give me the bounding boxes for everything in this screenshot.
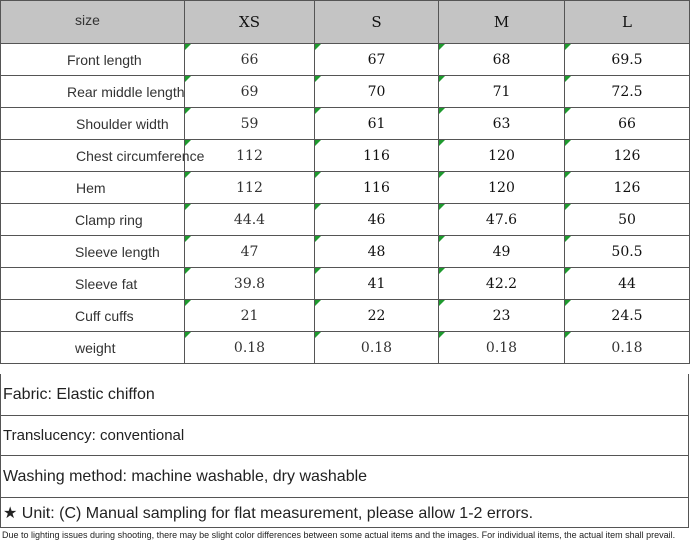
row-label: Sleeve fat — [1, 268, 185, 300]
table-cell: 66 — [185, 44, 315, 76]
table-row — [1, 140, 690, 172]
row-label: Hem — [1, 172, 185, 204]
washing-note: Washing method: machine washable, dry washable — [0, 456, 689, 498]
table-row — [1, 44, 690, 76]
table-cell: 116 — [315, 172, 439, 204]
row-label: weight — [1, 332, 185, 364]
table-cell: 63 — [439, 108, 565, 140]
table-cell: 46 — [315, 204, 439, 236]
header-m: M — [439, 1, 565, 44]
table-cell: 70 — [315, 76, 439, 108]
table-cell: 0.18 — [565, 332, 690, 364]
table-cell: 120 — [439, 172, 565, 204]
table-cell: 61 — [315, 108, 439, 140]
table-cell: 66 — [565, 108, 690, 140]
table-cell: 49 — [439, 236, 565, 268]
table-cell: 47.6 — [439, 204, 565, 236]
table-cell: 22 — [315, 300, 439, 332]
table-row — [1, 76, 690, 108]
table-cell: 112 — [185, 172, 315, 204]
row-label: Rear middle length — [1, 76, 185, 108]
row-label: Sleeve length — [1, 236, 185, 268]
table-cell: 112 — [185, 140, 315, 172]
table-cell: 50 — [565, 204, 690, 236]
row-label: Clamp ring — [1, 204, 185, 236]
row-label: Front length — [1, 44, 185, 76]
table-row — [1, 108, 690, 140]
table-row — [1, 236, 690, 268]
table-cell: 126 — [565, 172, 690, 204]
table-cell: 72.5 — [565, 76, 690, 108]
header-size: size — [1, 1, 185, 44]
table-row — [1, 268, 690, 300]
table-cell: 47 — [185, 236, 315, 268]
table-cell: 44.4 — [185, 204, 315, 236]
table-cell: 39.8 — [185, 268, 315, 300]
table-cell: 50.5 — [565, 236, 690, 268]
table-cell: 23 — [439, 300, 565, 332]
table-cell: 0.18 — [315, 332, 439, 364]
table-cell: 24.5 — [565, 300, 690, 332]
table-cell: 67 — [315, 44, 439, 76]
table-cell: 41 — [315, 268, 439, 300]
row-label: Chest circumference — [1, 140, 185, 172]
table-cell: 126 — [565, 140, 690, 172]
translucency-note: Translucency: conventional — [0, 416, 689, 456]
header-xs: XS — [185, 1, 315, 44]
table-cell: 69 — [185, 76, 315, 108]
table-cell: 0.18 — [185, 332, 315, 364]
header-s: S — [315, 1, 439, 44]
table-cell: 44 — [565, 268, 690, 300]
table-row — [1, 332, 690, 364]
table-cell: 48 — [315, 236, 439, 268]
header-row — [1, 1, 690, 44]
table-cell: 116 — [315, 140, 439, 172]
row-label: Cuff cuffs — [1, 300, 185, 332]
table-cell: 68 — [439, 44, 565, 76]
table-cell: 69.5 — [565, 44, 690, 76]
header-l: L — [565, 1, 690, 44]
table-row — [1, 172, 690, 204]
fabric-note: Fabric: Elastic chiffon — [0, 374, 689, 416]
table-cell: 59 — [185, 108, 315, 140]
table-cell: 42.2 — [439, 268, 565, 300]
disclaimer-footer: Due to lighting issues during shooting, there may be slight color differences between some actual items and the images. For individual items, the actual item shall prevail. — [2, 530, 676, 540]
unit-note: ★ Unit: (C) Manual sampling for flat measurement, please allow 1-2 errors. — [0, 498, 689, 528]
table-cell: 21 — [185, 300, 315, 332]
row-label: Shoulder width — [1, 108, 185, 140]
table-cell: 120 — [439, 140, 565, 172]
table-cell: 71 — [439, 76, 565, 108]
table-row — [1, 204, 690, 236]
table-cell: 0.18 — [439, 332, 565, 364]
table-row — [1, 300, 690, 332]
